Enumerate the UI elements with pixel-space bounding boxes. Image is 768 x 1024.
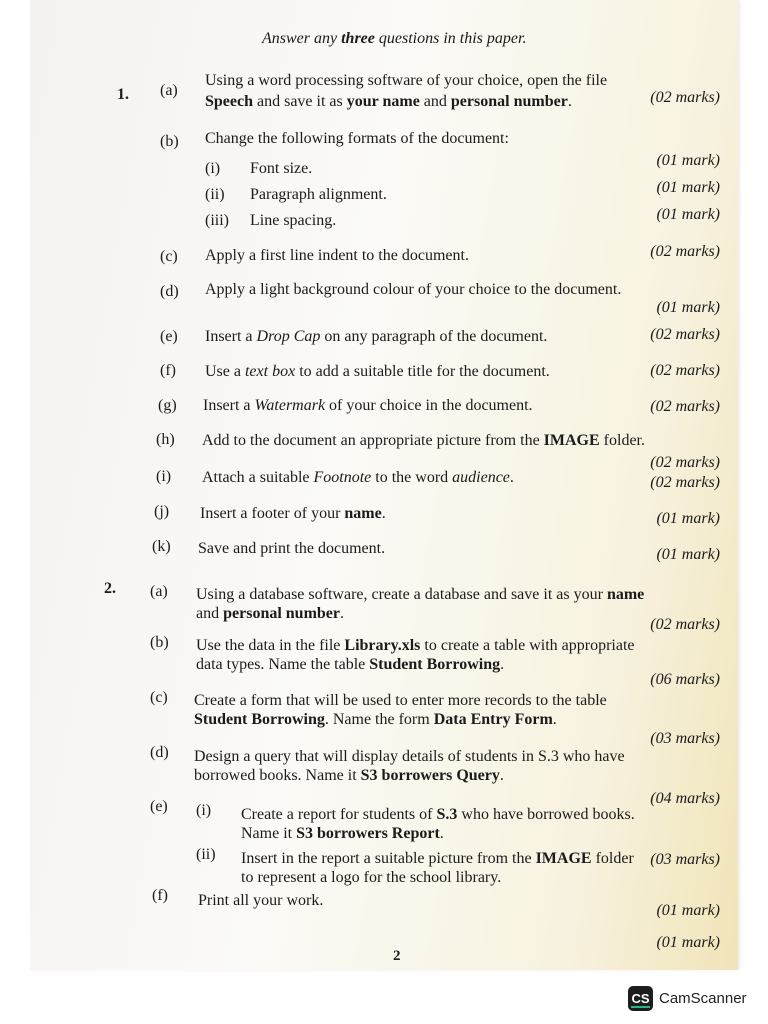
q1b-iii-text: Line spacing. <box>250 212 337 229</box>
q1a-line2: Speech and save it as your name and personal number. <box>205 93 572 110</box>
q1g-text: Insert a Watermark of your choice in the document. <box>203 397 533 414</box>
q1a-label: (a) <box>160 82 178 99</box>
q1h-label: (h) <box>156 431 175 448</box>
q1i-marks: (02 marks) <box>650 474 720 491</box>
q1c-text: Apply a first line indent to the document. <box>205 247 469 264</box>
q2c-label: (c) <box>150 689 168 706</box>
q2e-ii-label: (ii) <box>196 846 216 863</box>
q2d-line2: borrowed books. Name it S3 borrowers Query. <box>194 767 504 784</box>
q1f-text: Use a text box to add a suitable title for the document. <box>205 363 550 380</box>
q1b-i-label: (i) <box>205 160 221 177</box>
q1g-label: (g) <box>158 397 177 414</box>
q1a-marks: (02 marks) <box>650 89 720 106</box>
q2b-line1: Use the data in the file Library.xls to create a table with appropriate <box>196 637 635 654</box>
q2e-ii-line2: to represent a logo for the school library. <box>241 869 502 886</box>
q2b-label: (b) <box>150 634 169 651</box>
q1f-label: (f) <box>160 362 176 379</box>
q1b-iii-marks: (01 mark) <box>656 206 720 223</box>
q1k-text: Save and print the document. <box>198 540 386 557</box>
q1i-label: (i) <box>156 468 172 485</box>
q2a-line1: Using a database software, create a database and save it as your name <box>196 586 645 603</box>
q1d-text: Apply a light background colour of your choice to the document. <box>205 281 622 298</box>
camscanner-label: CamScanner <box>659 990 747 1007</box>
q1b-ii-marks: (01 mark) <box>656 179 720 196</box>
q1k-label: (k) <box>152 538 171 555</box>
q1j-label: (j) <box>154 503 170 520</box>
instruction-header: Answer any three questions in this paper. <box>262 30 527 47</box>
q1b-i-text: Font size. <box>250 160 313 177</box>
q2b-line2: data types. Name the table Student Borrowing. <box>196 656 505 673</box>
q1j-text: Insert a footer of your name. <box>200 505 386 522</box>
q1k-marks: (01 mark) <box>656 546 720 563</box>
q1e-text: Insert a Drop Cap on any paragraph of the document. <box>205 328 548 345</box>
q2d-marks: (04 marks) <box>650 790 720 807</box>
q1b-iii-label: (iii) <box>205 212 229 229</box>
q1c-label: (c) <box>160 248 178 265</box>
camscanner-logo-icon: CS <box>628 986 653 1011</box>
q2f-label: (f) <box>152 887 168 904</box>
q2a-line2: and personal number. <box>196 605 345 622</box>
q1d-label: (d) <box>160 283 179 300</box>
q2f-text: Print all your work. <box>198 892 324 909</box>
q1b-ii-label: (ii) <box>205 186 225 203</box>
q1b-i-marks: (01 mark) <box>656 152 720 169</box>
page-number: 2 <box>393 948 401 964</box>
question-1-number: 1. <box>117 86 129 103</box>
q2e-i-label: (i) <box>196 802 212 819</box>
q1h-marks: (02 marks) <box>650 454 720 471</box>
q2d-label: (d) <box>150 744 169 761</box>
q2c-marks: (03 marks) <box>650 730 720 747</box>
q1c-marks: (02 marks) <box>650 243 720 260</box>
q1e-marks: (02 marks) <box>650 326 720 343</box>
q2e-ii-marks: (01 mark) <box>656 902 720 919</box>
q2a-label: (a) <box>150 583 168 600</box>
q2c-line2: Student Borrowing. Name the form Data Entry Form. <box>194 711 557 728</box>
q2e-i-line1: Create a report for students of S.3 who have borrowed books. <box>241 806 635 823</box>
q2f-marks: (01 mark) <box>656 934 720 951</box>
q2a-marks: (02 marks) <box>650 616 720 633</box>
q1d-marks: (01 mark) <box>656 299 720 316</box>
q2e-ii-line1: Insert in the report a suitable picture from the IMAGE folder <box>241 850 634 867</box>
q1f-marks: (02 marks) <box>650 362 720 379</box>
q1e-label: (e) <box>160 328 178 345</box>
q2e-i-marks: (03 marks) <box>650 851 720 868</box>
q1b-label: (b) <box>160 133 179 150</box>
q2b-marks: (06 marks) <box>650 671 720 688</box>
q2d-line1: Design a query that will display details of students in S.3 who have <box>194 748 625 765</box>
q1b-ii-text: Paragraph alignment. <box>250 186 387 203</box>
q1b-text: Change the following formats of the document: <box>205 130 509 147</box>
question-2-number: 2. <box>104 580 116 597</box>
q1i-text: Attach a suitable Footnote to the word audience. <box>202 469 514 486</box>
q1h-text: Add to the document an appropriate picture from the IMAGE folder. <box>202 432 645 449</box>
q2e-label: (e) <box>150 798 168 815</box>
q1j-marks: (01 mark) <box>656 510 720 527</box>
q1a-line1: Using a word processing software of your choice, open the file <box>205 72 608 89</box>
q2e-i-line2: Name it S3 borrowers Report. <box>241 825 444 842</box>
q2c-line1: Create a form that will be used to enter more records to the table <box>194 692 607 709</box>
q1g-marks: (02 marks) <box>650 398 720 415</box>
